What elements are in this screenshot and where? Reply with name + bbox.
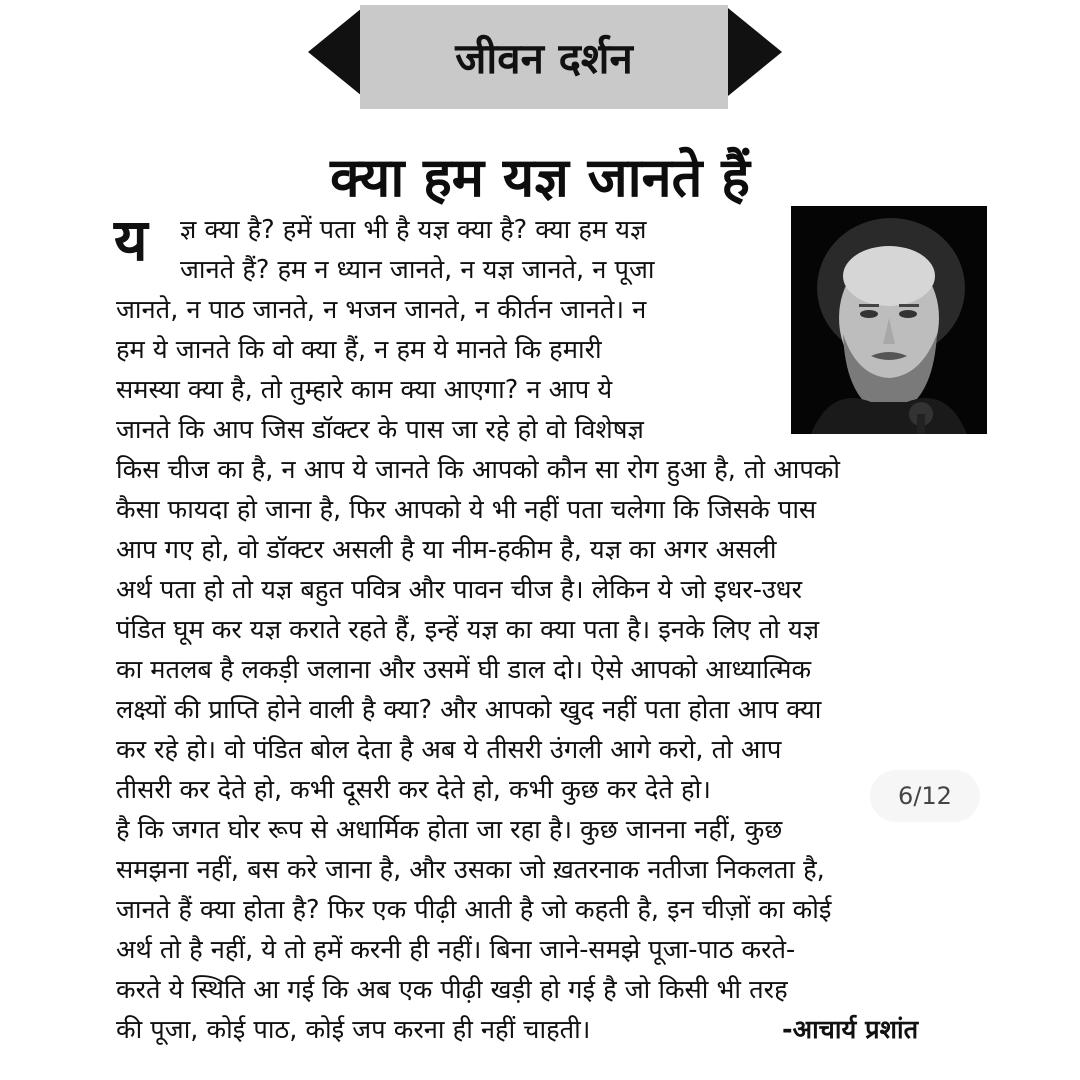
article-line: लक्ष्यों की प्राप्ति होने वाली है क्या? और आपको खुद नहीं पता होता आप क्या [116,695,822,725]
article-line: अर्थ पता हो तो यज्ञ बहुत पवित्र और पावन चीज है। लेकिन ये जो इधर-उधर [116,575,803,605]
article-line: समस्या क्या है, तो तुम्हारे काम क्या आएगा? न आप ये [116,375,613,405]
article-line: जानते कि आप जिस डॉक्टर के पास जा रहे हो वो विशेषज्ञ [116,415,644,445]
article-line: आप गए हो, वो डॉक्टर असली है या नीम-हकीम है, यज्ञ का अगर असली [116,535,777,565]
author-photo [791,206,987,434]
author-signature: -आचार्य प्रशांत [782,1015,919,1045]
article-line: अर्थ तो है नहीं, ये तो हमें करनी ही नहीं। बिना जाने-समझे पूजा-पाठ करते- [116,935,796,965]
section-banner-group [0,0,1080,120]
article-line: जानते हैं? हम न ध्यान जानते, न यज्ञ जानते, न पूजा [180,255,655,285]
article-line: का मतलब है लकड़ी जलाना और उसमें घी डाल दो। ऐसे आपको आध्यात्मिक [116,655,812,685]
article-line: पंडित घूम कर यज्ञ कराते रहते हैं, इन्हें यज्ञ का क्या पता है। इनके लिए तो यज्ञ [116,615,820,645]
article-line: कर रहे हो। वो पंडित बोल देता है अब ये तीसरी उंगली आगे करो, तो आप [116,735,782,765]
article-line: की पूजा, कोई पाठ, कोई जप करना ही नहीं चाहती। [116,1015,591,1045]
article-line: है कि जगत घोर रूप से अधार्मिक होता जा रहा है। कुछ जानना नहीं, कुछ [116,815,783,845]
article-line: जानते, न पाठ जानते, न भजन जानते, न कीर्तन जानते। न [116,295,647,325]
article-line: तीसरी कर देते हो, कभी दूसरी कर देते हो, कभी कुछ कर देते हो। [116,775,711,805]
banner-left-arrow [308,8,362,96]
article-line: जानते हैं क्या होता है? फिर एक पीढ़ी आती है जो कहती है, इन चीज़ों का कोई [116,895,832,925]
article-line: कैसा फायदा हो जाना है, फिर आपको ये भी नहीं पता चलेगा कि जिसके पास [116,495,817,525]
section-banner: जीवन दर्शन [360,5,728,109]
page-indicator-badge[interactable]: 6/12 [870,770,980,822]
article-line: करते ये स्थिति आ गई कि अब एक पीढ़ी खड़ी हो गई है जो किसी भी तरह [116,975,788,1005]
banner-right-arrow [728,8,782,96]
article-line: हम ये जानते कि वो क्या हैं, न हम ये मानते कि हमारी [116,335,602,365]
article-line: समझना नहीं, बस करे जाना है, और उसका जो ख़तरनाक नतीजा निकलता है, [116,855,825,885]
article-headline: क्या हम यज्ञ जानते हैं [330,146,750,209]
drop-cap: य [114,206,148,274]
article-line: किस चीज का है, न आप ये जानते कि आपको कौन सा रोग हुआ है, तो आपको [116,455,840,485]
article-line: ज्ञ क्या है? हमें पता भी है यज्ञ क्या है? क्या हम यज्ञ [180,215,647,245]
